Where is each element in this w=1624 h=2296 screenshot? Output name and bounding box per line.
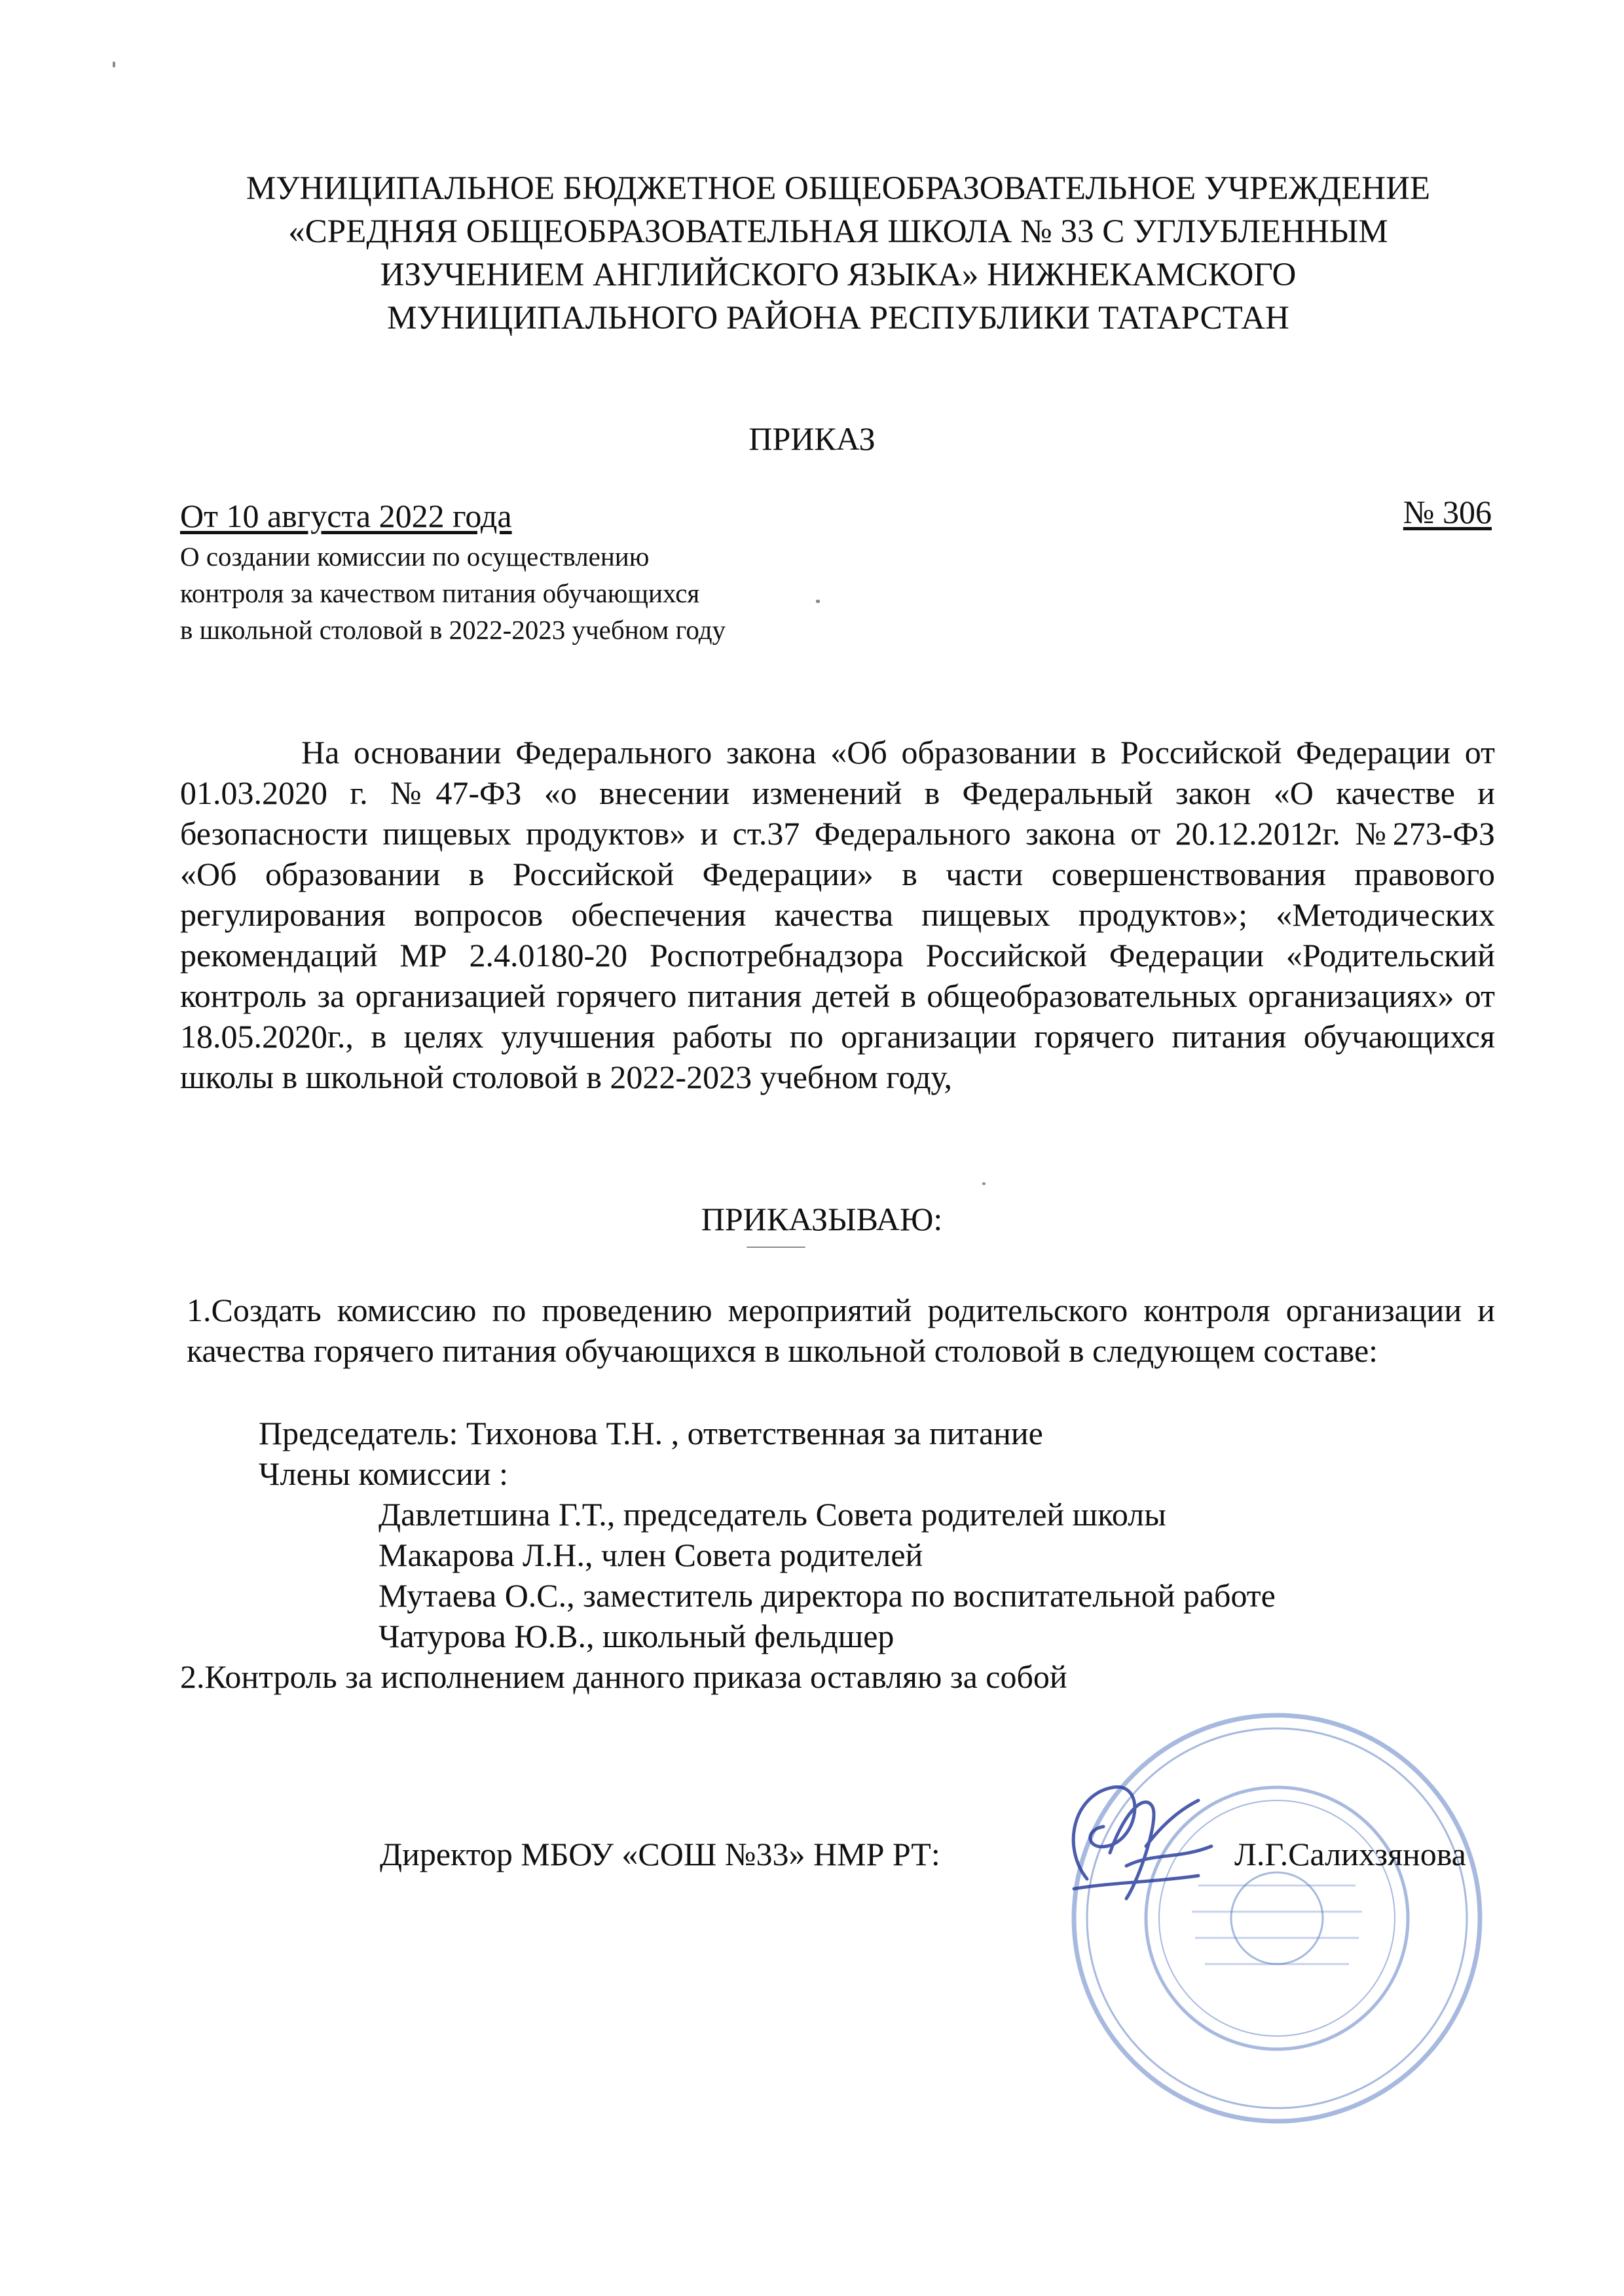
document-title: ПРИКАЗ: [748, 420, 876, 457]
committee-chairman: Председатель: Тихонова Т.Н. , ответственная за питание: [259, 1415, 1043, 1451]
committee-member: Чатурова Ю.В., школьный фельдшер: [378, 1618, 895, 1654]
order-heading: ПРИКАЗЫВАЮ:: [701, 1201, 943, 1237]
committee-member: Давлетшина Г.Т., председатель Совета родителей школы: [378, 1496, 1166, 1533]
signature-icon: [1048, 1768, 1231, 1918]
committee-members-label: Члены комиссии :: [259, 1455, 508, 1492]
header-line: МУНИЦИПАЛЬНОГО РАЙОНА РЕСПУБЛИКИ ТАТАРСТАН: [387, 300, 1289, 337]
subject-line: О создании комиссии по осуществлению: [180, 541, 650, 572]
order-item-1: 1.Создать комиссию по проведению мероприятий родительского контроля организации и качества горячего питания обучающихся в школьной столовой в следующем составе:: [187, 1292, 1495, 1369]
scan-speck: [816, 600, 820, 603]
subject-line: в школьной столовой в 2022-2023 учебном году: [180, 615, 726, 645]
subject-line: контроля за качеством питания обучающихся: [180, 578, 700, 608]
official-stamp-icon: [1048, 1689, 1506, 2147]
header-line: «СРЕДНЯЯ ОБЩЕОБРАЗОВАТЕЛЬНАЯ ШКОЛА № 33 С УГЛУБЛЕННЫМ: [288, 213, 1388, 250]
committee-member: Мутаева О.С., заместитель директора по воспитательной работе: [378, 1577, 1276, 1614]
order-number: № 306: [1403, 494, 1492, 530]
scan-speck: [747, 1247, 805, 1248]
scan-speck: [982, 1182, 986, 1185]
scan-speck: [113, 62, 115, 67]
preamble-paragraph: На основании Федерального закона «Об образовании в Российской Федерации от 01.03.2020 г. №47-ФЗ «о внесении изменений в Федеральный закон «О качестве и безопасности пищевых продуктов» и ст.37 Федерального закона от 20.12.2012г. №273-ФЗ «Об образовании в Российской Федерации» в части совершенствования правового регулирования вопросов обеспечения качества пищевых продуктов»; «Методических рекомендаций МР 2.4.0180-20 Роспотребнадзора Российской Федерации «Родительский контроль за организацией горячего питания детей в общеобразовательных организациях» от 18.05.2020г., в целях улучшения работы по организации горячего питания обучающихся школы в школьной столовой в 2022-2023 учебном году,: [180, 734, 1495, 1095]
order-subject: [180, 538, 726, 648]
committee-member: Макарова Л.Н., член Совета родителей: [378, 1537, 923, 1573]
header-line: ИЗУЧЕНИЕМ АНГЛИЙСКОГО ЯЗЫКА» НИЖНЕКАМСКОГО: [380, 257, 1297, 293]
signatory-position: Директор МБОУ «СОШ №33» НМР РТ:: [380, 1836, 940, 1872]
order-item-2: 2.Контроль за исполнением данного приказа оставляю за собой: [180, 1658, 1067, 1695]
order-date: От 10 августа 2022 года: [180, 498, 512, 534]
header-line: МУНИЦИПАЛЬНОЕ БЮДЖЕТНОЕ ОБЩЕОБРАЗОВАТЕЛЬНОЕ УЧРЕЖДЕНИЕ: [246, 170, 1431, 207]
signatory-name: Л.Г.Салихзянова: [1234, 1836, 1466, 1872]
institution-header: [157, 167, 1519, 340]
